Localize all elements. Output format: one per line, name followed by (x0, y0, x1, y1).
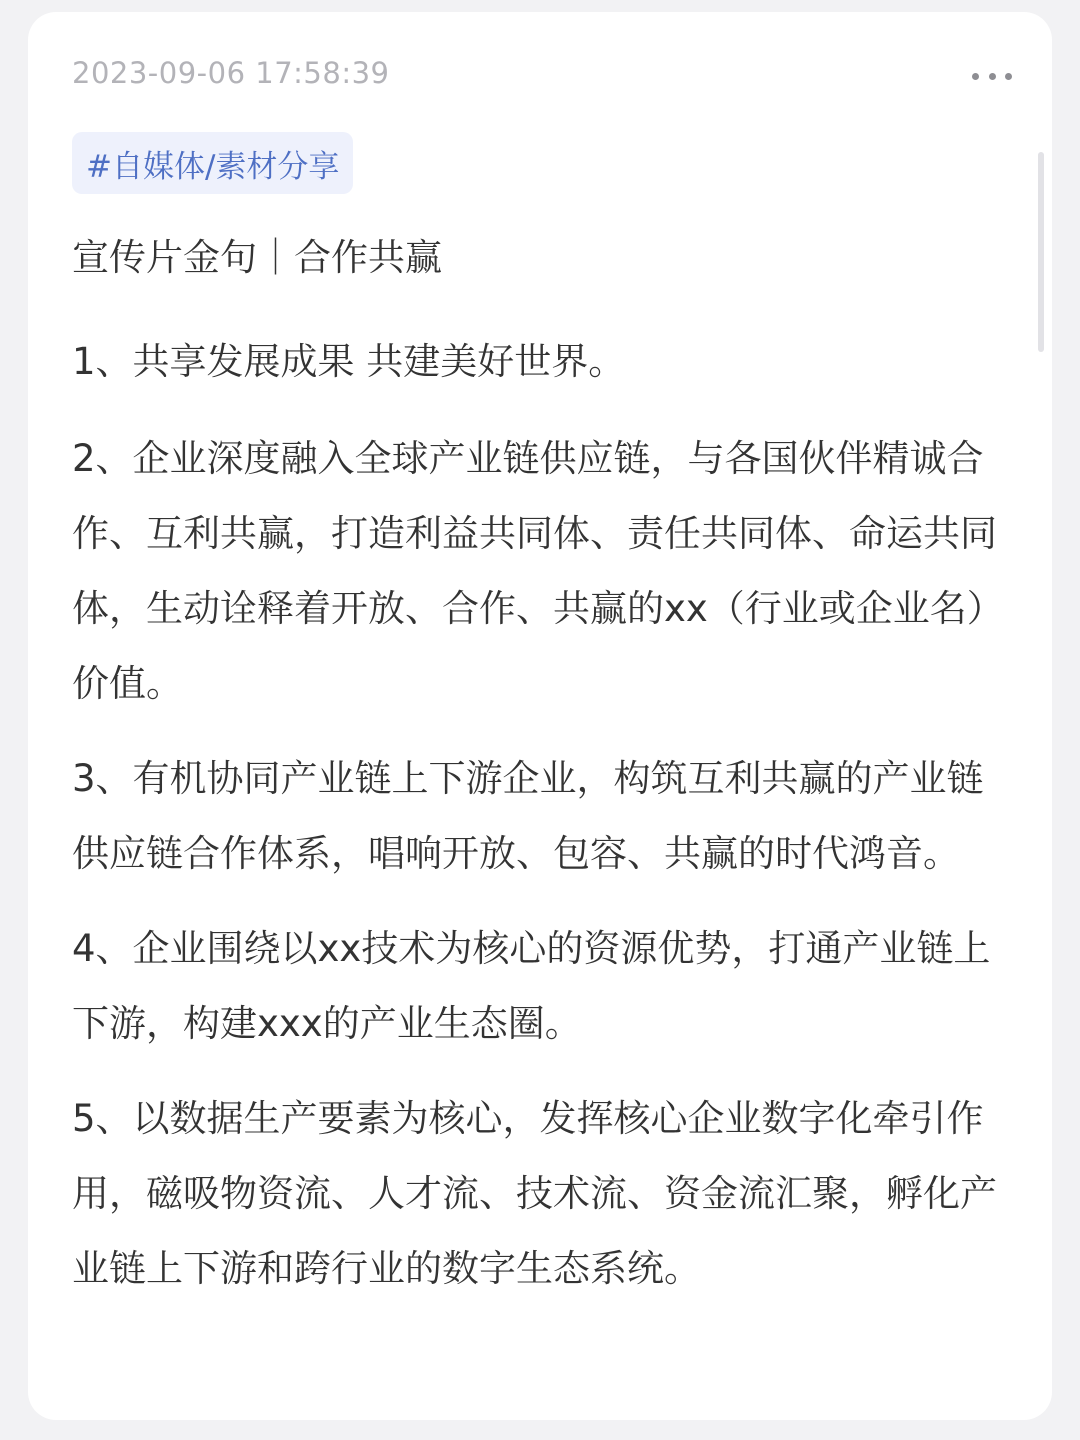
dot (972, 73, 979, 80)
post-title: 宣传片金句｜合作共赢 (72, 236, 442, 279)
post-card (28, 12, 1052, 1420)
paragraph-5: 5、以数据生产要素为核心，发挥核心企业数字化牵引作用，磁吸物资流、人才流、技术流、资金流汇聚，孵化产业链上下游和跨行业的数字生态系统。 (72, 1097, 997, 1290)
paragraph-4: 4、企业围绕以xx技术为核心的资源优势，打通产业链上下游，构建xxx的产业生态圈。 (72, 927, 991, 1045)
paragraph-2: 2、企业深度融入全球产业链供应链，与各国伙伴精诚合作、互利共赢，打造利益共同体、责任共同体、命运共同体，生动诠释着开放、合作、共赢的xx（行业或企业名）价值。 (72, 437, 1004, 705)
dot (989, 73, 996, 80)
more-options-icon[interactable] (972, 68, 1012, 84)
post-content (72, 228, 1012, 1326)
paragraph-1: 1、共享发展成果 共建美好世界。 (72, 340, 626, 383)
post-timestamp: 2023-09-06 17:58:39 (72, 56, 390, 90)
topic-tag[interactable]: #自媒体/素材分享 (72, 132, 353, 194)
scrollbar[interactable] (1038, 152, 1044, 352)
dot (1005, 73, 1012, 80)
paragraph-3: 3、有机协同产业链上下游企业，构筑互利共赢的产业链供应链合作体系，唱响开放、包容、共赢的时代鸿音。 (72, 757, 984, 875)
